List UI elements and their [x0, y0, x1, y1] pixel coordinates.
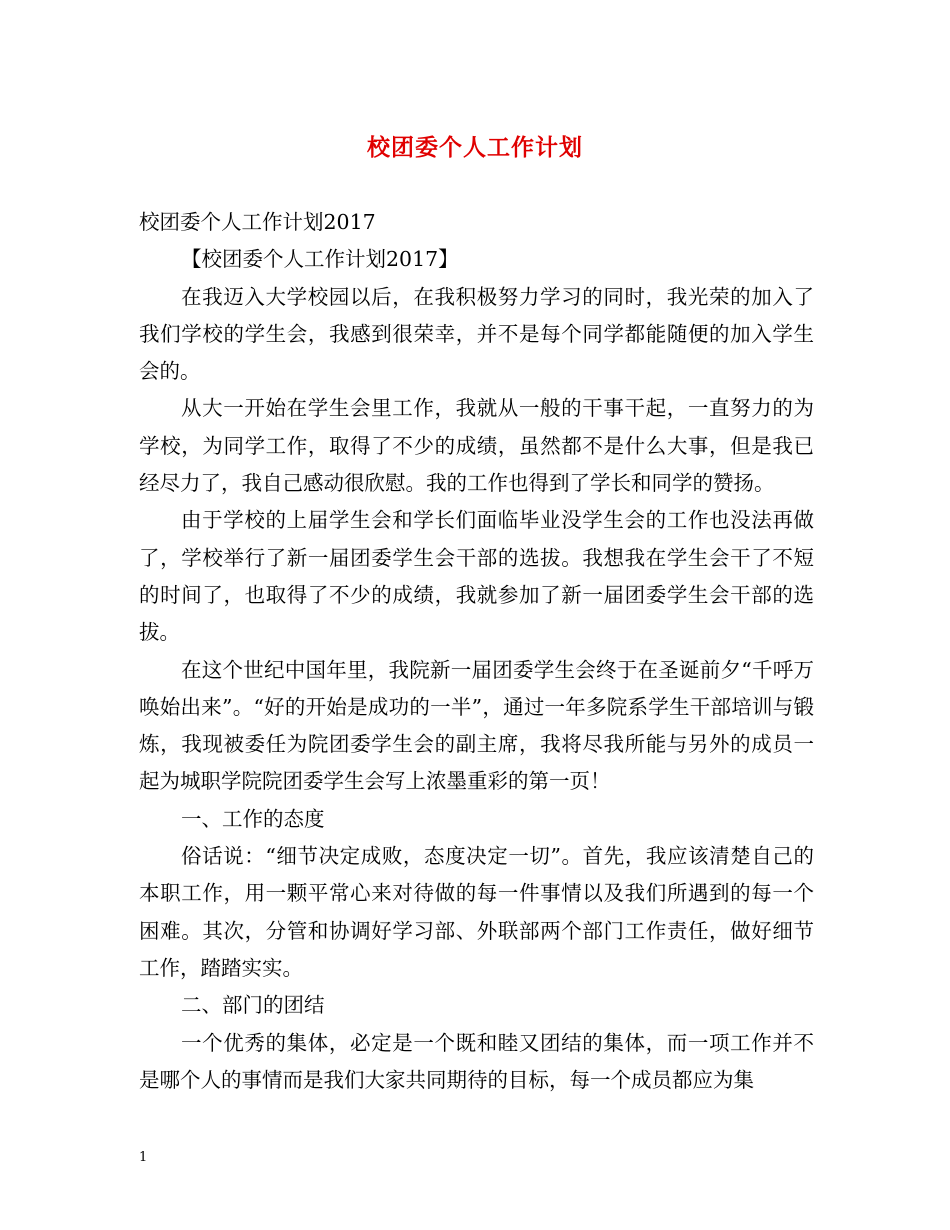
paragraph: 一个优秀的集体，必定是一个既和睦又团结的集体，而一项工作并不是哪个人的事情而是我们大家共同期待的目标，每一个成员都应为集 — [139, 1030, 814, 1092]
paragraph: 在这个世纪中国年里，我院新一届团委学生会终于在圣诞前夕“千呼万唤始出来”。“好的开始是成功的一半”，通过一年多院系学生干部培训与锻炼，我现被委任为院团委学生会的副主席，我将尽我所能与另外的成员一起为城职学院院团委学生会写上浓墨重彩的第一页！ — [139, 657, 814, 794]
paragraph: 在我迈入大学校园以后，在我积极努力学习的同时，我光荣的加入了我们学校的学生会，我感到很荣幸，并不是每个同学都能随便的加入学生会的。 — [139, 284, 814, 384]
page-number: 1 — [139, 1150, 148, 1165]
paragraph-subtitle: 校团委个人工作计划2017 — [139, 210, 376, 234]
document-body — [139, 204, 814, 1099]
section-heading-department-unity: 二、部门的团结 — [181, 993, 325, 1018]
paragraph: 俗话说：“细节决定成败，态度决定一切”。首先，我应该清楚自己的本职工作，用一颗平常心来对待做的每一件事情以及我们所遇到的每一个困难。其次，分管和协调好学习部、外联部两个部门工作责任，做好细节工作，踏踏实实。 — [139, 844, 814, 980]
paragraph: 由于学校的上届学生会和学长们面临毕业没学生会的工作也没法再做了，学校举行了新一届团委学生会干部的选拔。我想我在学生会干了不短的时间了，也取得了不少的成绩，我就参加了新一届团委学生会干部的选拔。 — [139, 508, 814, 645]
document-title: 校团委个人工作计划 — [367, 134, 583, 161]
paragraph-heading-bracketed: 【校团委个人工作计划2017】 — [181, 247, 459, 272]
paragraph: 从大一开始在学生会里工作，我就从一般的干事干起，一直努力的为学校，为同学工作，取得了不少的成绩，虽然都不是什么大事，但是我已经尽力了，我自己感动很欣慰。我的工作也得到了学长和同学的赞扬。 — [139, 396, 814, 496]
section-heading-work-attitude: 一、工作的态度 — [181, 806, 325, 831]
